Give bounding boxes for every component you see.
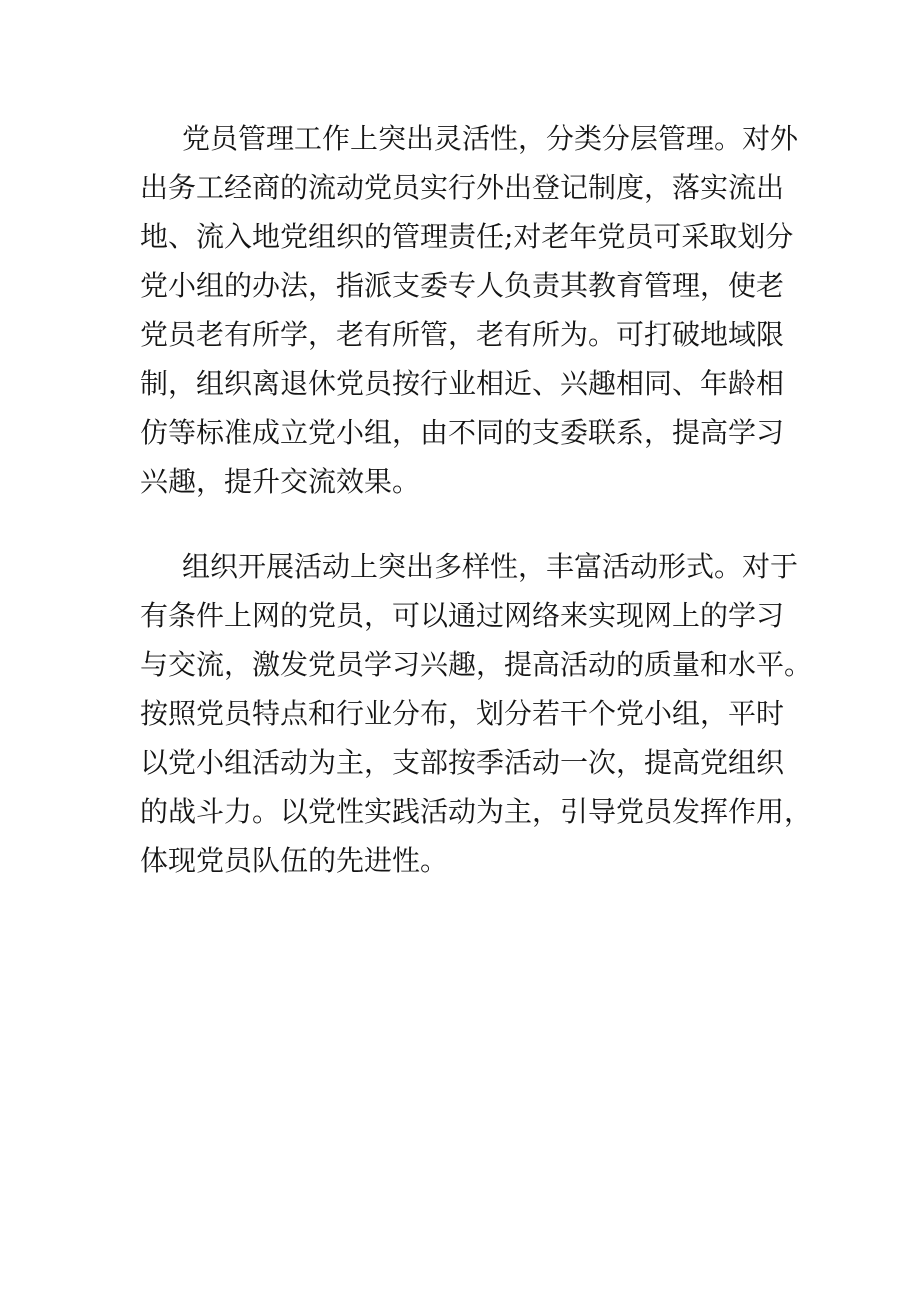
paragraph-line: 制，组织离退休党员按行业相近、兴趣相同、年龄相 — [140, 367, 785, 400]
body-text — [140, 114, 813, 885]
paragraph-1 — [140, 114, 799, 506]
paragraph-line: 党员管理工作上突出灵活性，分类分层管理。对外 — [182, 122, 799, 155]
paragraph-line: 按照党员特点和行业分布，划分若干个党小组，平时 — [140, 697, 785, 730]
paragraph-spacer — [140, 506, 782, 542]
paragraph-line: 兴趣，提升交流效果。 — [140, 465, 421, 498]
paragraph-line: 的战斗力。以党性实践活动为主，引导党员发挥作用， — [140, 795, 813, 828]
paragraph-line: 党小组的办法，指派支委专人负责其教育管理，使老 — [140, 269, 785, 302]
paragraph-line: 有条件上网的党员，可以通过网络来实现网上的学习 — [140, 599, 785, 632]
paragraph-line: 以党小组活动为主，支部按季活动一次，提高党组织 — [140, 746, 785, 779]
paragraph-line: 出务工经商的流动党员实行外出登记制度，落实流出 — [140, 171, 785, 204]
paragraph-line: 地、流入地党组织的管理责任;对老年党员可采取划分 — [140, 220, 794, 253]
paragraph-line: 党员老有所学，老有所管，老有所为。可打破地域限 — [140, 318, 785, 351]
paragraph-line: 体现党员队伍的先进性。 — [140, 844, 449, 877]
paragraph-line: 仿等标准成立党小组，由不同的支委联系，提高学习 — [140, 416, 785, 449]
paragraph-2 — [140, 542, 813, 885]
paragraph-line: 与交流，激发党员学习兴趣，提高活动的质量和水平。 — [140, 648, 813, 681]
paragraph-line: 组织开展活动上突出多样性，丰富活动形式。对于 — [182, 550, 799, 583]
